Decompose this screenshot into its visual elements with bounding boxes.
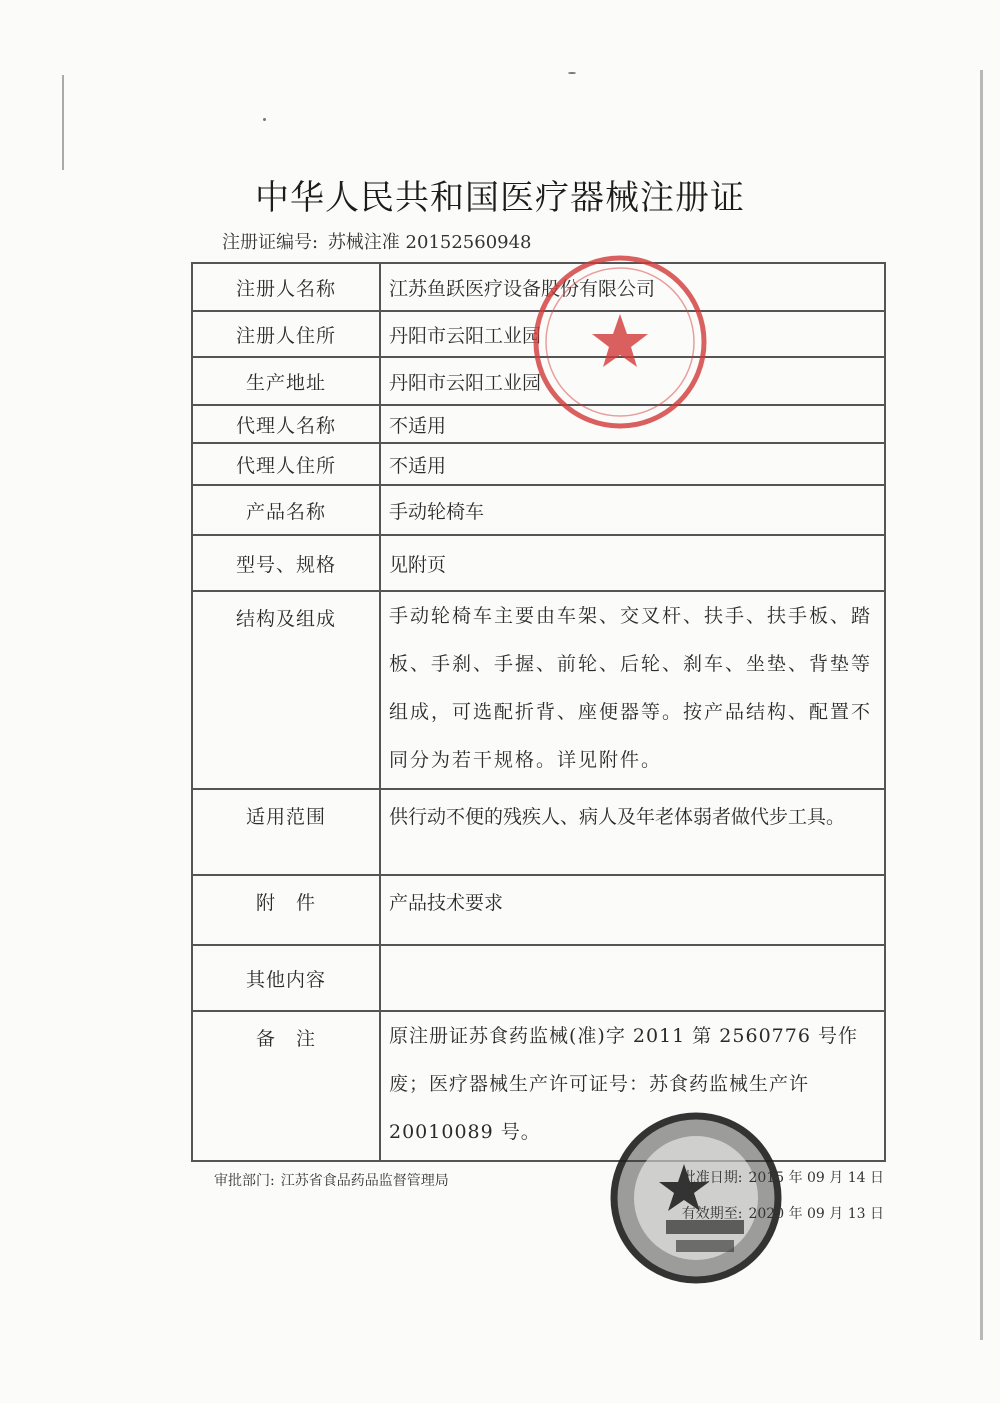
approval-date-label: 批准日期: (681, 1170, 743, 1186)
row-value: 手动轮椅车主要由车架、交叉杆、扶手、扶手板、踏板、手刹、手握、前轮、后轮、刹车、坐垫、背垫等组成，可选配折背、座便器等。按产品结构、配置不同分为若干规格。详见附件。 (380, 591, 885, 789)
table-row (192, 945, 885, 1011)
registration-number-label: 注册证编号: (222, 232, 319, 253)
row-label: 结构及组成 (192, 591, 380, 789)
row-value: 江苏鱼跃医疗设备股份有限公司 (380, 263, 885, 311)
approval-department-label: 审批部门: (214, 1173, 275, 1189)
row-value: 产品技术要求 (380, 875, 885, 945)
table-row (192, 485, 885, 535)
registration-number-value: 苏械注准 20152560948 (327, 232, 532, 253)
table-row (192, 443, 885, 485)
row-value (380, 945, 885, 1011)
approval-department (214, 1170, 449, 1190)
row-value: 不适用 (380, 443, 885, 485)
table-row (192, 591, 885, 789)
row-label: 产品名称 (192, 485, 380, 535)
valid-until-value: 2020 年 09 月 13 日 (748, 1206, 884, 1222)
valid-until (682, 1203, 884, 1223)
row-label: 其他内容 (192, 945, 380, 1011)
table-row (192, 535, 885, 591)
approval-date-value: 2015 年 09 月 14 日 (748, 1170, 884, 1186)
certificate-title: 中华人民共和国医疗器械注册证 (255, 178, 745, 218)
row-value: 见附页 (380, 535, 885, 591)
row-label: 代理人名称 (192, 405, 380, 443)
row-label: 适用范围 (192, 789, 380, 875)
row-value: 不适用 (380, 405, 885, 443)
table-row (192, 789, 885, 875)
row-label: 注册人住所 (192, 311, 380, 357)
row-value: 供行动不便的残疾人、病人及年老体弱者做代步工具。 (380, 789, 885, 875)
row-label: 备 注 (192, 1011, 380, 1161)
registration-number (218, 228, 532, 254)
red-seal-stamp-icon (530, 252, 710, 432)
scan-edge-right (980, 70, 983, 1340)
valid-until-label: 有效期至: (681, 1206, 743, 1222)
row-value: 手动轮椅车 (380, 485, 885, 535)
scan-speck (263, 118, 266, 121)
row-label: 生产地址 (192, 357, 380, 405)
scan-edge-left (62, 75, 64, 170)
row-value: 原注册证苏食药监械(准)字 2011 第 2560776 号作废；医疗器械生产许可证号：苏食药监械生产许 20010089 号。 (380, 1011, 885, 1161)
row-value: 丹阳市云阳工业园 (380, 357, 885, 405)
approval-department-value: 江苏省食品药品监督管理局 (280, 1173, 449, 1189)
scan-speck (568, 72, 576, 74)
row-label: 型号、规格 (192, 535, 380, 591)
approval-date (682, 1167, 884, 1187)
row-value: 丹阳市云阳工业园 (380, 311, 885, 357)
row-label: 注册人名称 (192, 263, 380, 311)
black-seal-stamp-icon (606, 1108, 786, 1288)
row-label: 代理人住所 (192, 443, 380, 485)
table-row (192, 875, 885, 945)
row-label: 附 件 (192, 875, 380, 945)
